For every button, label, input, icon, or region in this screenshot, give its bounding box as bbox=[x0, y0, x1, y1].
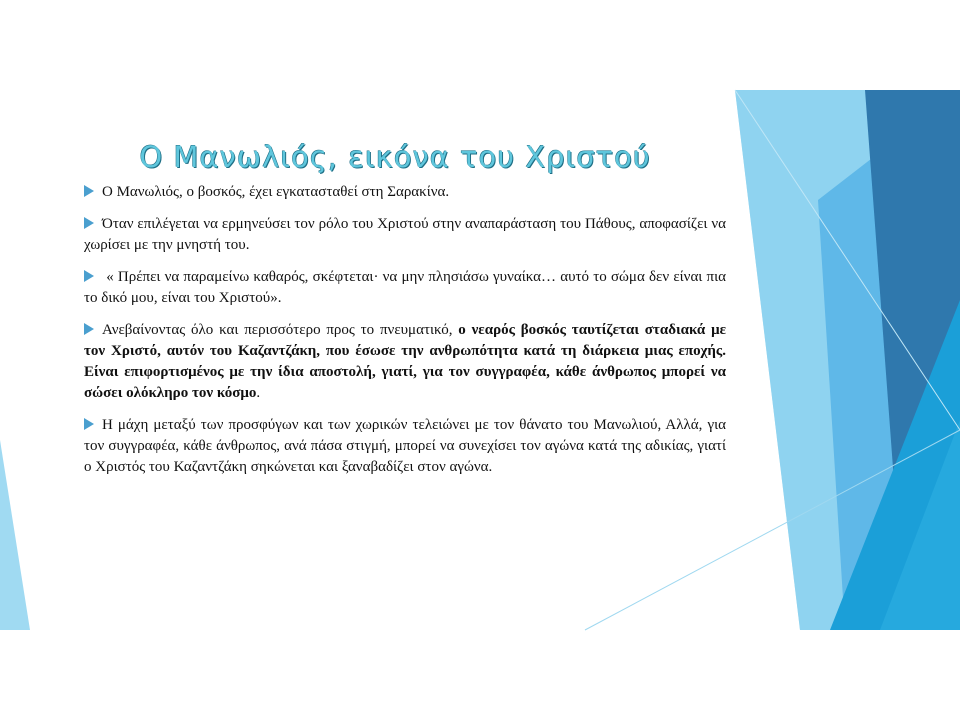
bullet-text-tail: . bbox=[256, 385, 261, 401]
bullet-item bbox=[84, 267, 726, 309]
bullet-text: Ο Μανωλιός, ο βοσκός, έχει εγκατασταθεί στη Σαρακίνα. bbox=[102, 184, 450, 200]
slide-content bbox=[84, 182, 726, 489]
bullet-text-bold: ο νεαρός βοσκός ταυτίζεται σταδιακά με τον Χριστό, αυτόν του Καζαντζάκη, που έσωσε την ανθρωπότητα κατά τη διάρκεια μιας εποχής. Είναι επιφορτισμένος με την ίδια αποστολή, γιατί, για τον συγγραφέα, κάθε άνθρωπος μπορεί να σώσει ολόκληρο τον κόσμο bbox=[84, 322, 726, 401]
left-shard bbox=[0, 440, 30, 630]
bullet-text: Όταν επιλέγεται να ερμηνεύσει τον ρόλο του Χριστού στην αναπαράσταση του Πάθους, αποφασίζει να χωρίσει με την μνηστή του. bbox=[84, 216, 726, 253]
triangle-bullet-icon bbox=[84, 270, 94, 282]
bullet-item bbox=[84, 214, 726, 256]
bullet-text: Ανεβαίνοντας όλο και περισσότερο προς το πνευματικό, bbox=[102, 322, 459, 338]
triangle-bullet-icon bbox=[84, 217, 94, 229]
triangle-bullet-icon bbox=[84, 323, 94, 335]
bullet-text: « Πρέπει να παραμείνω καθαρός, σκέφτεται· να μην πλησιάσω γυναίκα… αυτό το σώμα δεν είναι πια το δικό μου, είναι του Χριστού». bbox=[84, 269, 726, 306]
slide-title: Ο Μανωλιός, εικόνα του Χριστού bbox=[139, 140, 651, 174]
bullet-text: Η μάχη μεταξύ των προσφύγων και των χωρικών τελειώνει με τον θάνατο του Μανωλιού, Αλλά, για τον συγγραφέα, κάθε άνθρωπος, ανά πάσα στιγμή, μπορεί να συνεχίσει τον αγώνα κατά της αδικίας, γιατί ο Χριστός του Καζαντζάκη σηκώνεται και ξαναβαδίζει στον αγώνα. bbox=[84, 417, 726, 475]
triangle-bullet-icon bbox=[84, 418, 94, 430]
triangle-bullet-icon bbox=[84, 185, 94, 197]
bullet-item bbox=[84, 415, 726, 478]
bullet-item bbox=[84, 182, 726, 203]
bullet-item bbox=[84, 320, 726, 404]
